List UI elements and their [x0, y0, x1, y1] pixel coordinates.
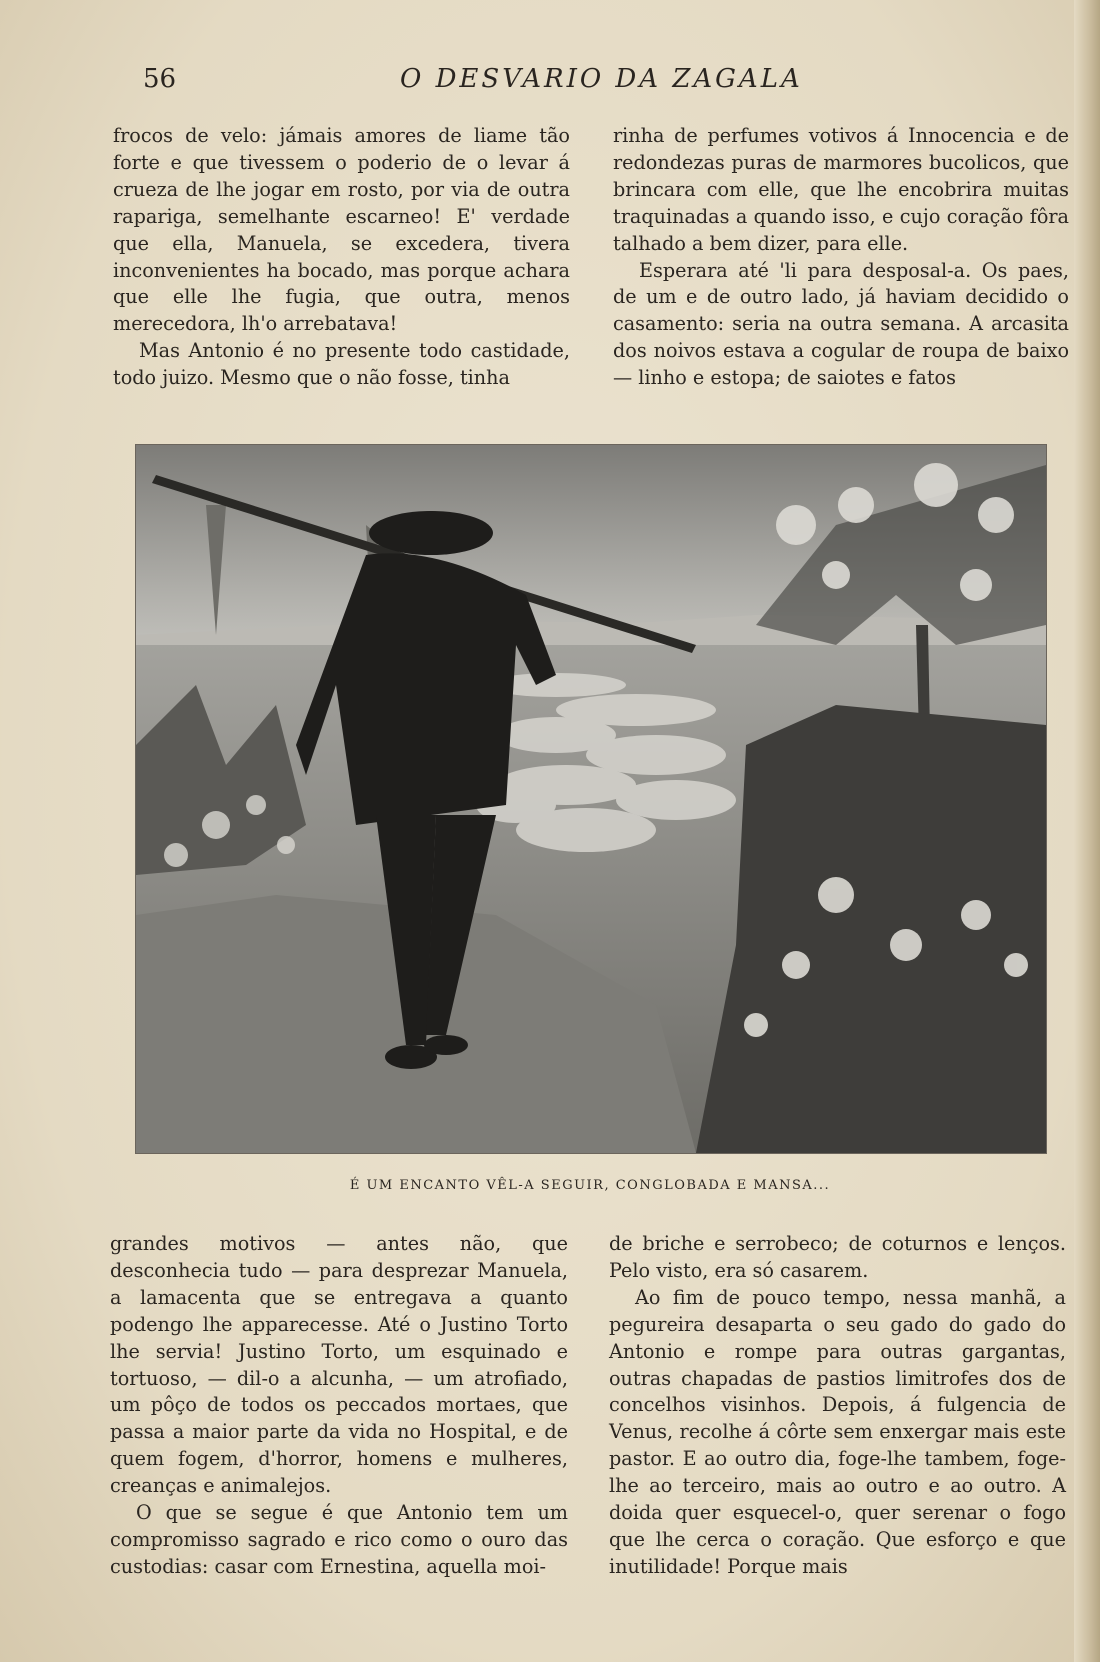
paragraph: de briche e serrobeco; de coturnos e lenços. Pelo visto, era só casarem. [609, 1232, 1066, 1282]
paragraph: Mas Antonio é no presente todo castidade, todo juizo. Mesmo que o não fosse, tinha [113, 339, 570, 390]
column-bottom-left [110, 1231, 568, 1581]
paragraph: rinha de perfumes votivos á Innocencia e de redondezas puras de marmores bucolicos, que brincara com elle, que lhe encobrira muitas traquinadas a quando isso, e cujo coração fôra talhado a bem dizer, para elle. [613, 124, 1069, 255]
column-top-right [613, 123, 1069, 392]
illustration-drawing [136, 445, 1046, 1153]
paragraph: Ao fim de pouco tempo, nessa manhã, a pegureira desaparta o seu gado do gado do Antonio e rompe para outras gargantas, outras chapadas de pastios limitrofes dos de concelhos visinhos. Depois, á fulgencia de Venus, recolhe á côrte sem enxergar mais este pastor. E ao outro dia, foge-lhe tambem, foge-lhe ao terceiro, mais ao outro e ao outro. A doida quer esquecel-o, quer serenar o fogo que lhe cerca o coração. Que esforço e que inutilidade! Porque mais [609, 1285, 1066, 1578]
running-title: O DESVARIO DA ZAGALA [400, 64, 803, 94]
paragraph: frocos de velo: jámais amores de liame tão forte e que tivessem o poderio de o levar á crueza de lhe jogar em rosto, por via de outra rapariga, semelhante escarneo! E' verdade que ella, Manuela, se excedera, tivera inconvenientes ha bocado, mas porque achara que elle lhe fugia, que outra, menos merecedora, lh'o arrebatava! [113, 124, 570, 336]
page-edge [1074, 0, 1100, 1662]
paragraph: grandes motivos — antes não, que desconhecia tudo — para desprezar Manuela, a lamacenta que se entregava a quanto podengo lhe apparecesse. Até o Justino Torto lhe servia! Justino Torto, um esquinado e tortuoso, — dil-o a alcunha, — um atrofiado, um pôço de todos os peccados mortaes, que passa a maior parte da vida no Hospital, e de quem fogem, d'horror, homens e mulheres, creanças e animalejos. [110, 1232, 568, 1498]
column-bottom-right [609, 1231, 1066, 1581]
column-top-left [113, 123, 570, 392]
paragraph: O que se segue é que Antonio tem um compromisso sagrado e rico como o ouro das custodias: casar com Ernestina, aquella moi- [110, 1501, 568, 1578]
shepherd-illustration [135, 444, 1047, 1154]
paragraph: Esperara até 'li para desposal-a. Os paes, de um e de outro lado, já haviam decidido o casamento: seria na outra semana. A arcasita dos noivos estava a cogular de roupa de baixo — linho e estopa; de saiotes e fatos [613, 258, 1069, 390]
page-number: 56 [143, 64, 177, 94]
illustration-caption: É UM ENCANTO VÊL-A SEGUIR, CONGLOBADA E MANSA... [349, 1178, 831, 1193]
